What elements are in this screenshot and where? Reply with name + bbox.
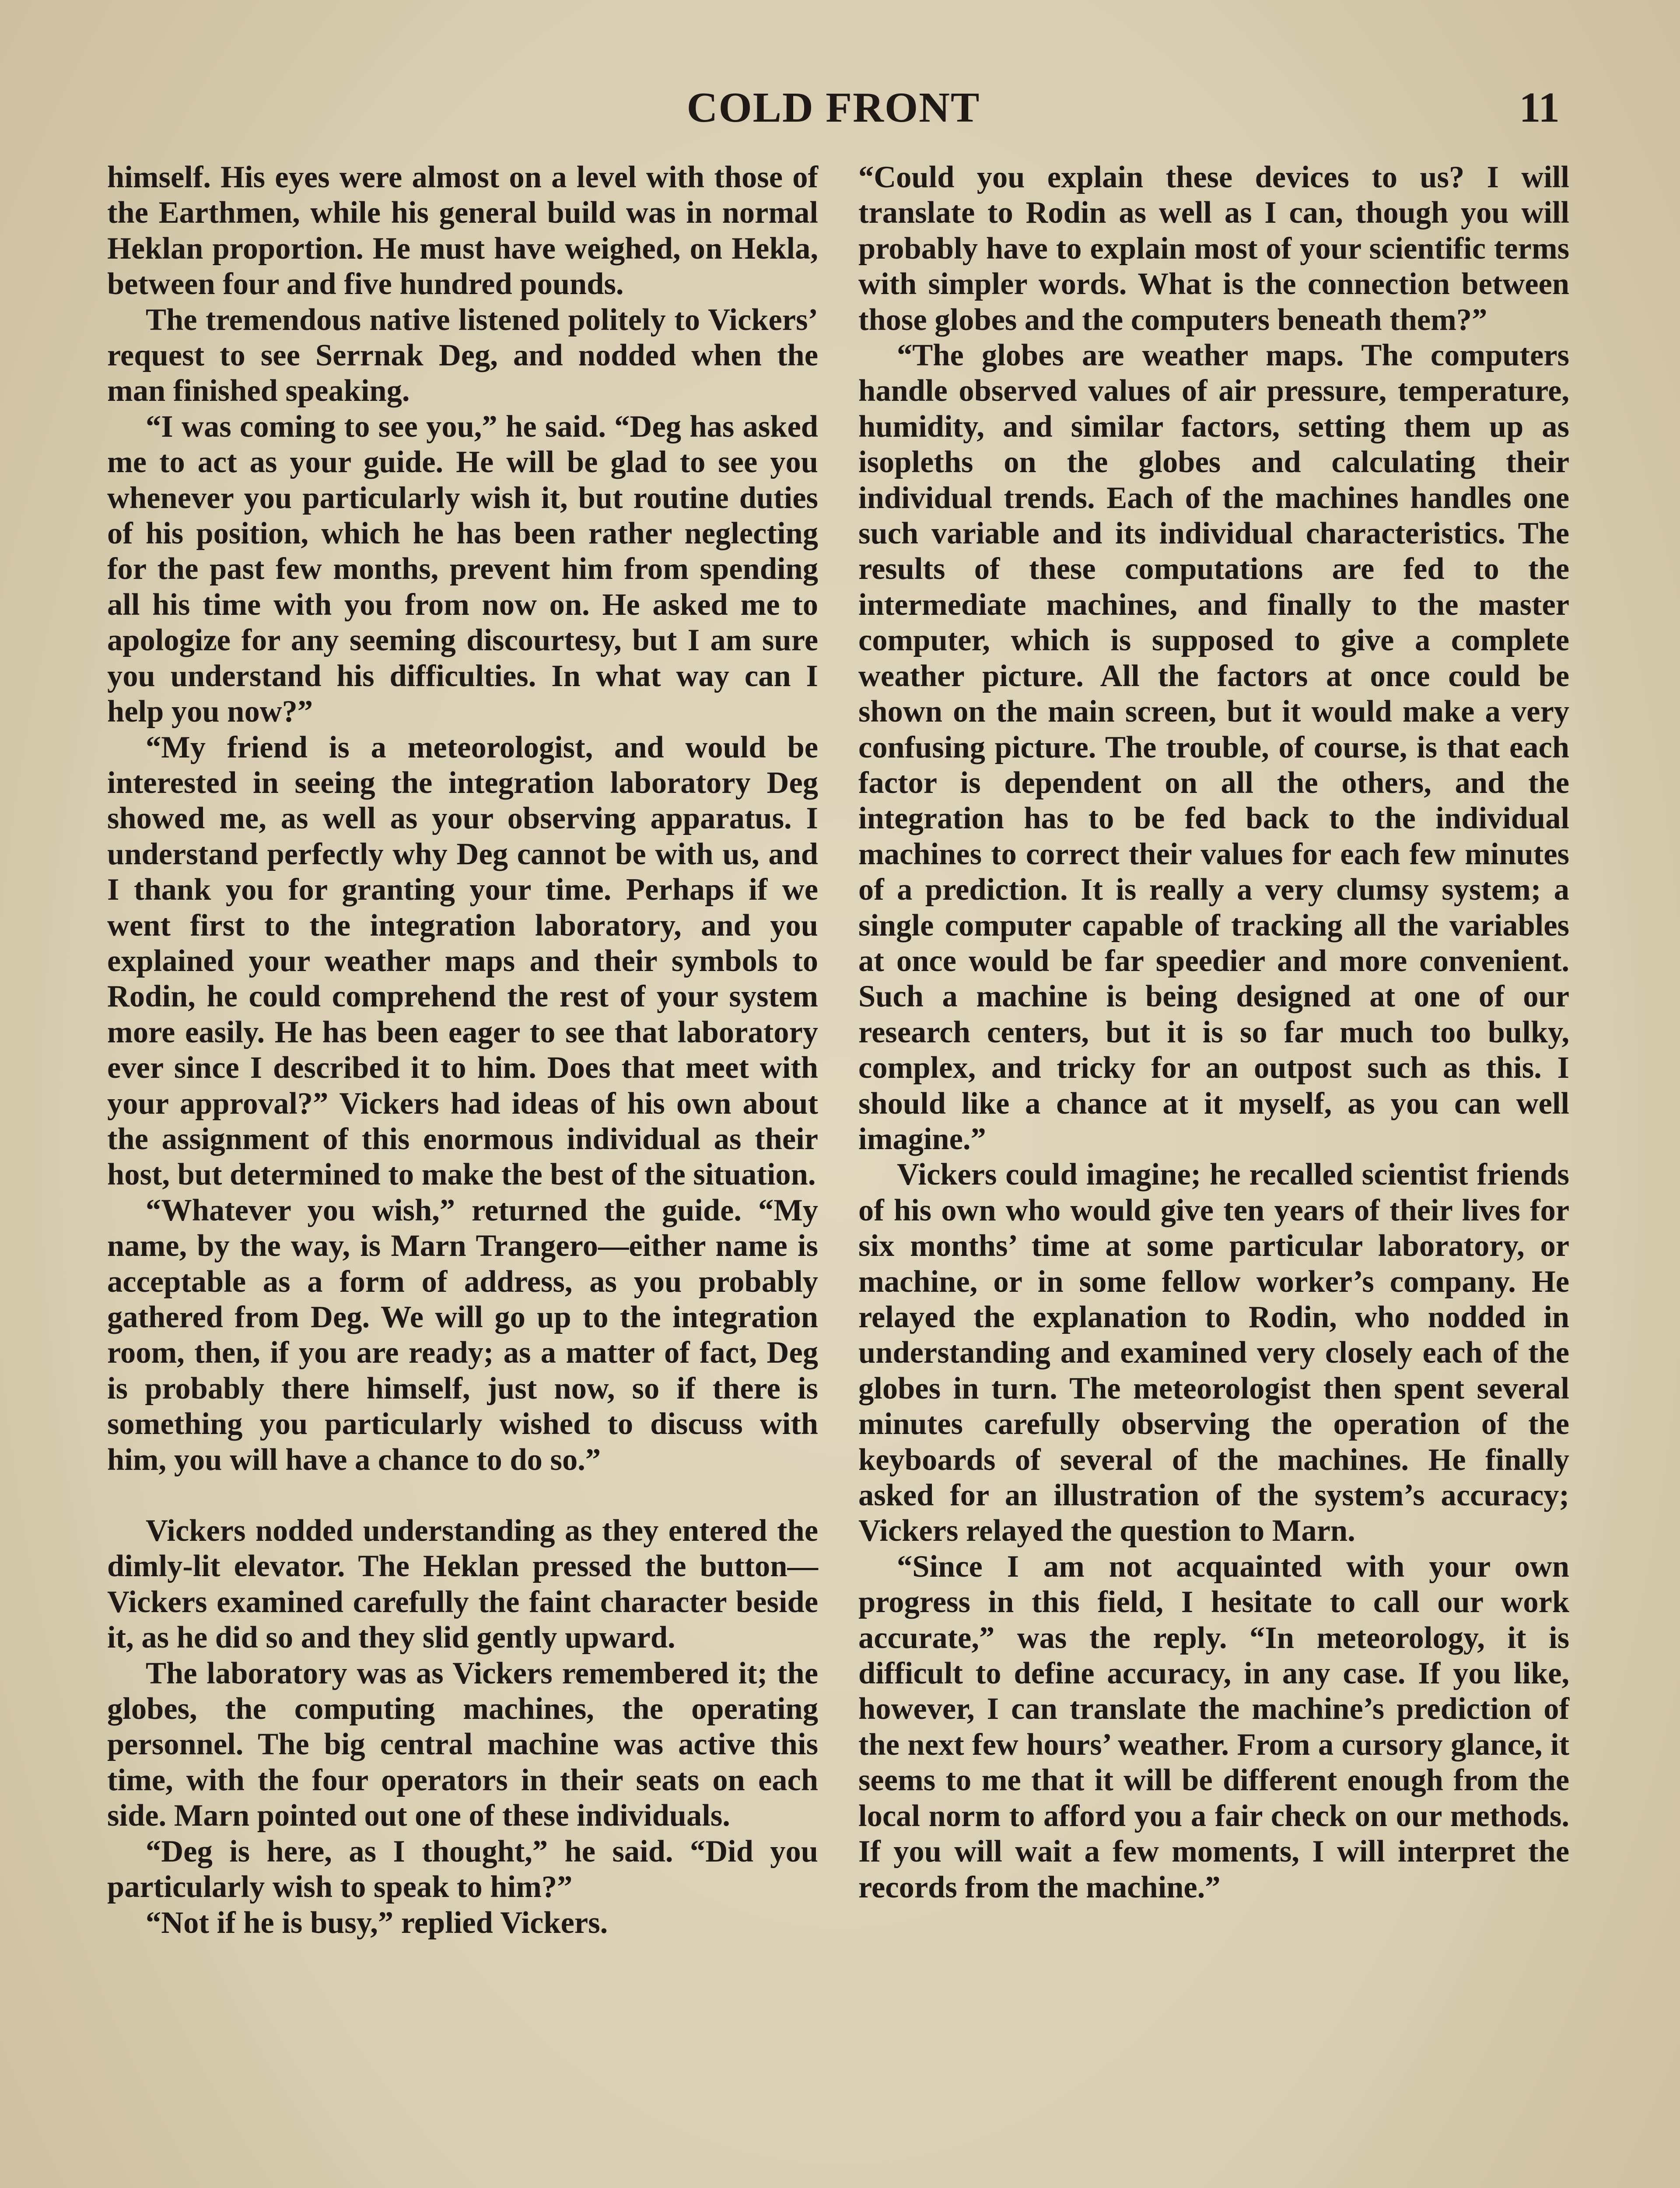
paragraph: “Deg is here, as I thought,” he said. “Did you particularly wish to speak to him?” [107, 1834, 818, 1904]
left-text-column [107, 160, 818, 1941]
paragraph: “Whatever you wish,” returned the guide. “My name, by the way, is Marn Trangero—either name is acceptable as a form of address, as you probably gathered from Deg. We will go up to the integration room, then, if you are ready; as a matter of fact, Deg is probably there himself, just now, so if there is something you particularly wished to discuss with him, you will have a chance to do so.” [107, 1193, 818, 1477]
page-number: 11 [1519, 84, 1560, 131]
paragraph: Vickers could imagine; he recalled scientist friends of his own who would give ten years of their lives for six months’ time at some particular laboratory, or machine, or in some fellow worker’s company. He relayed the explanation to Rodin, who nodded in understanding and examined very closely each of the globes in turn. The meteorologist then spent several minutes carefully observing the operation of the keyboards of several of the machines. He finally asked for an illustration of the system’s accuracy; Vickers relayed the question to Marn. [858, 1157, 1569, 1548]
paragraph: “Since I am not acquainted with your own progress in this field, I hesitate to call our work accurate,” was the reply. “In meteorology, it is difficult to define accuracy, in any case. If you like, however, I can translate the machine’s prediction of the next few hours’ weather. From a cursory glance, it seems to me that it will be different enough from the local norm to afford you a fair check on our methods. If you will wait a few moments, I will interpret the records from the machine.” [858, 1549, 1569, 1904]
running-header [107, 83, 1560, 149]
paragraph: “Could you explain these devices to us? I will translate to Rodin as well as I can, though you will probably have to explain most of your scientific terms with simpler words. What is the connection between those globes and the computers beneath them?” [858, 160, 1569, 337]
paragraph: Vickers nodded understanding as they entered the dimly-lit elevator. The Heklan pressed the button—Vickers examined carefully the faint character beside it, as he did so and they slid gently upward. [107, 1514, 818, 1655]
paragraph: “My friend is a meteorologist, and would be interested in seeing the integration laboratory Deg showed me, as well as your observing apparatus. I understand perfectly why Deg cannot be with us, and I thank you for granting your time. Perhaps if we went first to the integration laboratory, and you explained your weather maps and their symbols to Rodin, he could comprehend the rest of your system more easily. He has been eager to see that laboratory ever since I described it to him. Does that meet with your approval?” Vickers had ideas of his own about the assignment of this enormous individual as their host, but determined to make the best of the situation. [107, 730, 818, 1192]
right-text-column [858, 160, 1569, 1905]
paragraph: “Not if he is busy,” replied Vickers. [146, 1905, 608, 1940]
paragraph: The laboratory was as Vickers remembered it; the globes, the computing machines, the operating personnel. The big central machine was active this time, with the four operators in their seats on each side. Marn pointed out one of these individuals. [107, 1656, 818, 1833]
paragraph: The tremendous native listened politely to Vickers’ request to see Serrnak Deg, and nodded when the man finished speaking. [107, 302, 818, 408]
running-title: COLD FRONT [686, 84, 980, 131]
paragraph: “I was coming to see you,” he said. “Deg has asked me to act as your guide. He will be glad to see you whenever you particularly wish it, but routine duties of his position, which he has been rather neglecting for the past few months, prevent him from spending all his time with you from now on. He asked me to apologize for any seeming discourtesy, but I am sure you understand his difficulties. In what way can I help you now?” [107, 409, 818, 729]
paragraph: himself. His eyes were almost on a level with those of the Earthmen, while his general build was in normal Heklan proportion. He must have weighed, on Hekla, between four and five hundred pounds. [107, 160, 818, 302]
paragraph: “The globes are weather maps. The computers handle observed values of air pressure, temperature, humidity, and similar factors, setting them up as isopleths on the globes and calculating their individual trends. Each of the machines handles one such variable and its individual characteristics. The results of these computations are fed to the intermediate machines, and finally to the master computer, which is supposed to give a complete weather picture. All the factors at once could be shown on the main screen, but it would make a very confusing picture. The trouble, of course, is that each factor is dependent on all the others, and the integration has to be fed back to the individual machines to correct their values for each few minutes of a prediction. It is really a very clumsy system; a single computer capable of tracking all the variables at once would be far speedier and more convenient. Such a machine is being designed at one of our research centers, but it is so far much too bulky, complex, and tricky for an outpost such as this. I should like a chance at it myself, as you can well imagine.” [858, 338, 1569, 1156]
